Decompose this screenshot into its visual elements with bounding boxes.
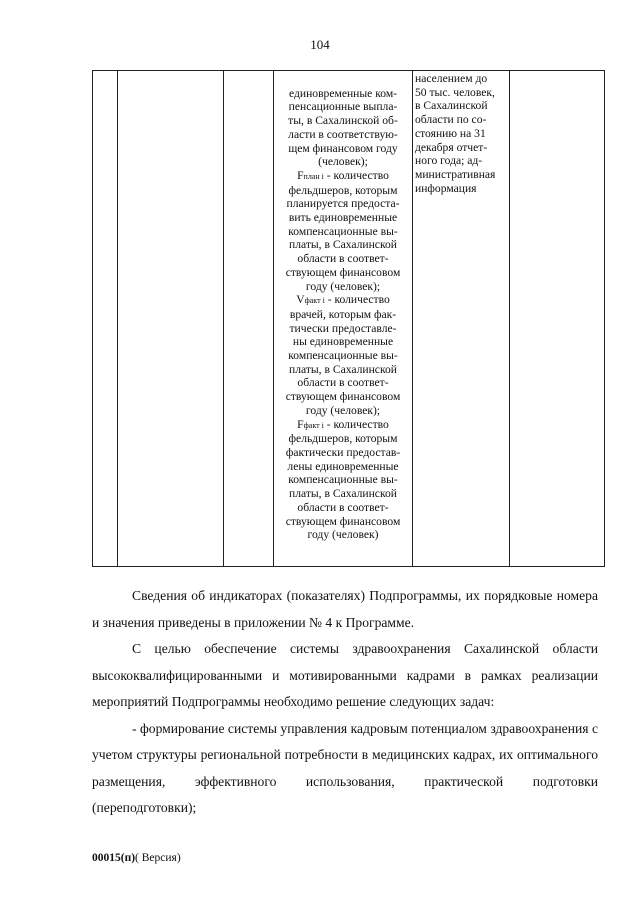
table-cell-data-source (413, 71, 510, 567)
table-row (93, 71, 605, 567)
method-text-3: врачей, которым фак- тически предоставле- ны единовременные компенсационные вы- платы, в Сахалинской области в соответ- ствующем финансовом году (человек); (285, 307, 401, 417)
table-cell-col2 (118, 71, 224, 567)
paragraph: - формирование системы управления кадровым потенциалом здравоохранения с учетом структуры региональной потребности в медицинских кадрах, их оптимального размещения, эффективного использования, практической подготовки (переподготовки); (92, 720, 598, 815)
table-cell-col6 (510, 71, 605, 567)
data-source-text: населением до 50 тыс. человек, в Сахалинской области по со- стоянию на 31 декабря отчет- ного года; ад- министративная информация (415, 72, 496, 195)
method-text-2: фельдшеров, которым планируется предоста- вить единовременные компенсационные вы- платы, в Сахалинской области в соответ- ствующем финансовом году (человек); (285, 183, 401, 293)
method-term-vfact: Vфакт i - количество (296, 293, 390, 307)
method-term-ffact: Fфакт i - количество (297, 417, 389, 431)
table-cell-col1 (93, 71, 118, 567)
method-term-fplan: Fплан i - количество (297, 168, 389, 182)
page-number: 104 (310, 37, 330, 52)
method-text-1: единовременные ком- пенсационные выпла- ты, в Сахалинской об- ласти в соответствую- щем финансовом году (человек); (288, 86, 398, 169)
document-version: ( Версия) (135, 852, 181, 864)
document-code: 00015(п) (92, 852, 136, 864)
indicator-table (92, 70, 605, 567)
body-text (92, 583, 598, 822)
method-text-4: фельдшеров, которым фактически предостав- лены единовременные компенсационные вы- платы, в Сахалинской области в соответ- ствующем финансовом году (человек) (285, 432, 401, 542)
calculation-method-text (274, 71, 412, 542)
paragraph: С целью обеспечение системы здравоохранения Сахалинской области высококвалифицированными и мотивированными кадрами в рамках реализации мероприятий Подпрограммы необходимо решение следующих задач: (92, 641, 598, 709)
table-cell-calculation-method (274, 71, 413, 567)
table-cell-col3 (224, 71, 274, 567)
paragraph: Сведения об индикаторах (показателях) Подпрограммы, их порядковые номера и значения приведены в приложении № 4 к Программе. (92, 588, 598, 630)
document-footer (92, 852, 181, 864)
